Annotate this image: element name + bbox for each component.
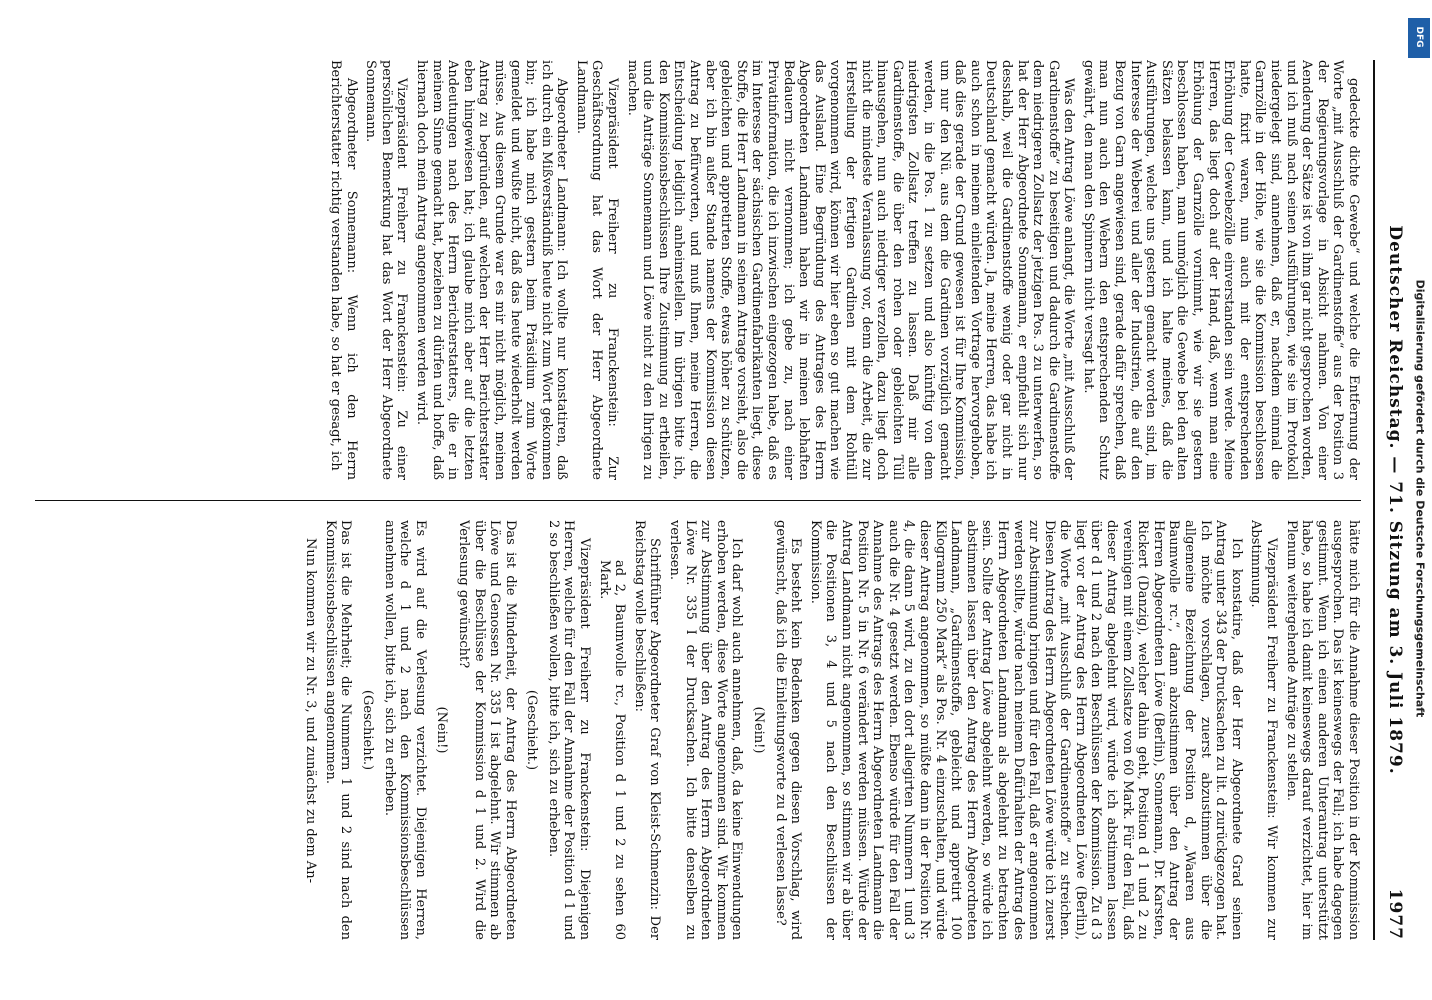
dfg-logo-text: DFG [1414, 26, 1424, 48]
digitization-note [1405, 0, 1432, 1000]
text-paragraph: Es besteht kein Bedenken gegen diesen Vorschlag, wird gewünscht, daß ich die Einleitungsworte zu d verlesen lasse? [772, 520, 804, 940]
text-paragraph: ad 2, Baumwolle rc., Position d 1 und 2 zu sehen 60 Mark. [596, 560, 628, 940]
text-paragraph: hätte mich für die Annahme dieser Position in der Kommission ausgesprochen. Das ist keineswegs der Fall; ich habe dagegen gestimmt. Wenn ich einen anderen Unterantrag unterstützt habe, so habe ich damit keineswegs darauf verzichtet, hier im Plenum weitergehende Anträge zu stellen. [1283, 520, 1361, 940]
text-paragraph: Nun kommen wir zu Nr. 3, und zunächst zu dem An- [303, 538, 319, 883]
text-paragraph: Das ist die Minderheit, der Antrag des Herrn Abgeordneten Löwe und Genossen Nr. 335 I ist abgelehnt. Wir stimmen ab über die Beschlüsse der Kommission d 1 und 2. Wird die Verlesung gewünscht? [455, 520, 518, 940]
speaker-paragraph: Schriftführer Abgeordneter Graf von Kleist-Schmenzin: Der Reichstag wolle beschließen: [631, 520, 663, 940]
text-paragraph: Ich darf wohl auch annehmen, daß, da keine Einwendungen erhoben werden, diese Worte angenommen sind. Wir kommen zur Abstimmung über den Antrag des Herrn Abgeordneten Löwe Nr. 335 I der Drucksachen. Ich bitte denselben zu verlesen. [667, 520, 745, 940]
speaker-paragraph: Vizepräsident Freiherr zu Franckenstein: Wir kommen zur Abstimmung. [1248, 520, 1280, 940]
text-paragraph: Es wird auf die Verlesung verzichtet. Diejenigen Herren, welche d 1 und 2 nach den Kommissionsbeschlüssen annehmen wollen, bitte ich, sich zu erheben. [381, 520, 428, 940]
scanned-page [15, 20, 1415, 980]
interjection: (Nein!) [434, 706, 450, 754]
speaker-paragraph: Vizepräsident Freiherr zu Franckenstein: Zur Geschäftsordnung hat das Wort der Herr Abgeordnete Landmann. [573, 60, 621, 480]
text-paragraph: Das ist die Mehrheit; die Nummern 1 und 2 sind nach den Kommissionsbeschlüssen angenommen. [322, 520, 354, 940]
running-head [1381, 60, 1405, 940]
speaker-paragraph: Abgeordneter Sonnemann: Wenn ich den Herrn Berichterstatter richtig verstanden habe, so hat er gesagt, ich [328, 60, 359, 480]
interjection: (Geschieht.) [359, 689, 375, 771]
text-paragraph: Ich konstatire, daß der Herr Abgeordnete Grad seinen Antrag unter 343 der Drucksachen zu lit. d zurückgezogen hat. Ich möchte vorschlagen, zuerst abzustimmen über die allgemeine Bezeichnung der Position d, „Waaren aus Baumwolle rc.“, dann abzustimmen über den Antrag der Herren Abgeordneten Löwe (Berlin), Sonnemann, Dr. Karsten, Rickert (Danzig), welcher dahin geht, Position d 1 und 2 zu vereinigen mit einem Zollsatze von 60 Mark. Für den Fall, daß dieser Antrag abgelehnt wird, würde ich abstimmen lassen über d 1 und 2 nach den Beschlüssen der Kommission. Zu d 3 liegt vor der Antrag des Herrn Abgeordneten Löwe (Berlin), die Worte „mit Ausschluß der Gardinenstoffe“ zu streichen. Diesen Antrag des Herrn Abgeordneten Löwe würde ich zuerst zur Abstimmung bringen und für den Fall, daß er angenommen werden sollte, würde nach meinem Dafürhalten der Antrag des Herrn Abgeordneten Landmann als abgelehnt zu betrachten sein. Sollte der Antrag Löwe abgelehnt werden, so würde ich abstimmen lassen über den Antrag des Herrn Abgeordneten Landmann, „Gardinenstoffe, gebleicht und appretirt 100 Kilogramm 250 Mark“ als Pos. Nr. 4 einzuschalten, und würde dieser Antrag angenommen, so müßte dann in der Position Nr. 4, die dann 5 wird, zu den dort allegirten Nummern 1 und 3 auch die Nr. 4 gesetzt werden. Ebenso würde für den Fall der Annahme des Antrags des Herrn Abgeordneten Landmann die Position Nr. 5 in Nr. 6 verändert werden müssen. Würde der Antrag Landmann nicht angenommen, so stimmen wir ab über die Positionen 3, 4 und 5 nach den Beschlüssen der Kommission. [807, 520, 1244, 940]
speaker-paragraph: Vizepräsident Freiherr zu Franckenstein: Diejenigen Herren, welche für den Fall der Annahme der Position d 1 und 2 so beschließen wollen, bitte ich, sich zu erheben. [545, 520, 593, 940]
right-text-column [35, 520, 1361, 940]
left-text-column [35, 60, 1361, 480]
running-head-title: Deutscher Reichstag. — 71. Sitzung am 3. Juli 1879. [1385, 225, 1405, 775]
funding-note-text: Digitalisierung gefördert durch die Deutsche Forschungsgemeinschaft [1413, 279, 1427, 718]
text-paragraph: Was den Antrag Löwe anlangt, die Worte „mit Ausschluß der Gardinenstoffe“ zu beseitigen und dadurch die Gardinenstoffe dem niedrigeren Zollsatz der jetzigen Pos. 3 zu unterwerfen, so hat der Herr Abgeordnete Sonnemann, er empfiehlt sich nur desshalb, weil die Gardinenstoffe wenig oder gar nicht in Deutschland gemacht würden. Ja, meine Herren, das habe ich auch schon in meinem einleitenden Vortrage hervorgehoben, daß dies gerade der Grund gewesen ist für Ihre Kommission, um nur den Nü. aus dem die Gardinen vorzüglich gemacht werden, in die Pos. 1 zu setzen und also künftig von dem niedrigsten Zollsatz treffen zu lassen. Daß mir alle Gardinenstoffe, die über den rohen oder gebleichten Tüll hinausgehen, nun auch niedriger verzollen, dazu liegt doch nicht die mindeste Veranlassung vor, denn die Arbeit, die zur Herstellung der fertigen Gardinen mit dem Rohtüll vorgenommen wird, können wir hier eben so gut machen wie das Ausland. Eine Begründung des Antrages des Herrn Abgeordneten Landmann haben wir in meinen lebhaften Bedauern nicht vernommen; ich gebe zu, nach einer Privatinformation, die ich inzwischen eingezogen habe, daß es im Interesse der sächsischen Gardinenfabrikanten liegt, diese Stoffe, die Herr Landmann in seinem Antrage vorsieht, also die gebleichten und appretirten Stoffe, etwas höher zu schützen, aber ich bin außer Stande namens der Kommission diesen Antrag zu befürworten, und muß Ihnen, meine Herren, die Entscheidung lediglich anheimstellen. Im übrigen bitte ich, den Kommissionsbeschlüssen Ihre Zustimmung zu ertheilen, und die Anträge Sonnemann und Löwe nicht zu den Ihrigen zu machen. [624, 60, 1077, 480]
header-rule [1373, 60, 1375, 940]
text-paragraph: gedeckte dichte Gewebe“ und welche die Entfernung der Worte „mit Ausschluß der Gardinenstoffe“ aus der Position 3 der Regierungsvorlage in Absicht nahmen. Von einer Aenderung der Sätze ist von ihm gar nicht gesprochen worden, und ich muß nach seinen Ausführungen, wie sie im Protokoll niedergelegt sind, annehmen, daß er, nachdem einmal die Garnzölle in der Höhe, wie sie die Kommission beschlossen hatte, fixirt waren, nun auch mit der entsprechenden Erhöhung der Gewebezölle einverstanden sein werde. Meine Herren, das liegt doch auf der Hand, daß, wenn man eine Erhöhung der Garnzölle vornimmt, wie wir sie gestern beschlossen haben, man unmöglich die Gewebe bei den alten Sätzen belassen kann, und ich halte meines, daß die Ausführungen, welche uns gestern gemacht worden sind, im Interesse der Weberei und aller der Industrien, die auf den Bezug von Garn angewiesen sind, gerade dafür sprechen, daß man nun auch den Webern den entsprechenden Schutz gewährt, den man den Spinnern nicht versagt hat. [1080, 60, 1361, 480]
speaker-paragraph: Abgeordneter Landmann: Ich wollte nur konstatiren, daß ich durch ein Mißverständniß heute nicht zum Wort gekommen bin; ich habe mich gestern beim Präsidium zum Worte gemeldet und wußte nicht, daß das heute wiederholt werden müsse. Aus diesem Grunde war es mir nicht möglich, meinen Antrag zu begründen, auf welchen der Herr Berichterstatter eben hingewiesen hat; ich glaube mich aber auf die letzten Andeutungen nach des Herrn Berichterstatters, die er in meinem Sinne gemacht hat, beziehen zu dürfen und hoffe, daß hiernach doch mein Antrag angenommen werden wird. [413, 60, 570, 480]
speaker-paragraph: Vizepräsident Freiherr zu Franckenstein: Zu einer persönlichen Bemerkung hat das Wort der Herr Abgeordnete Sonnemann. [363, 60, 410, 480]
column-divider [35, 500, 1361, 501]
interjection: (Nein!) [751, 706, 767, 754]
page-number: 1977 [1385, 888, 1405, 940]
interjection: (Geschieht.) [524, 689, 540, 771]
